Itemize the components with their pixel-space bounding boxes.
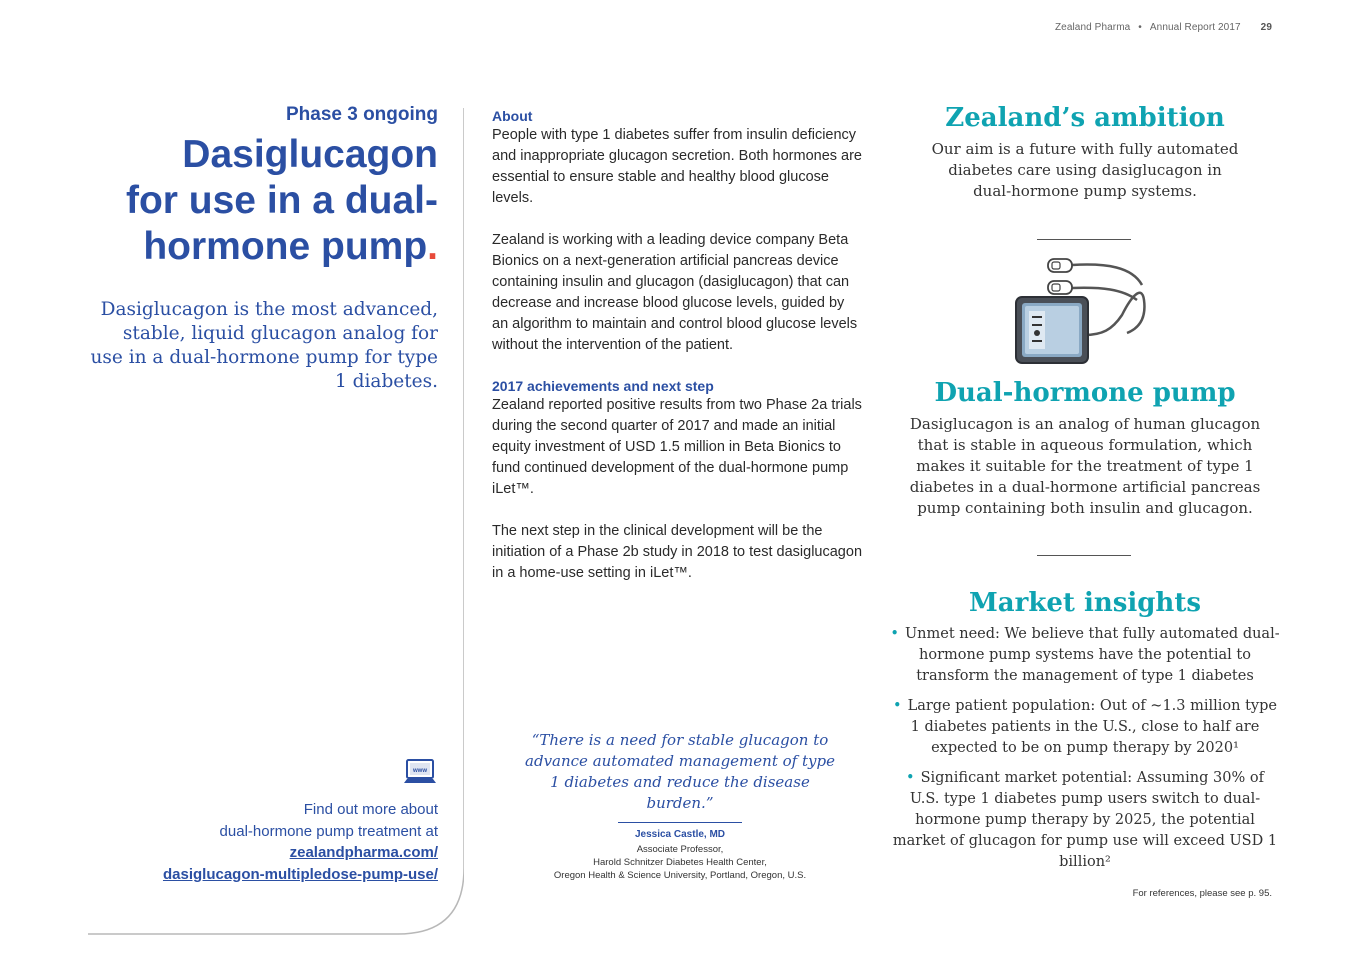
header-report: Annual Report 2017 [1149, 22, 1241, 33]
quote-author: Jessica Castle, MD [634, 829, 726, 840]
page-header [1055, 22, 1272, 33]
quote-text: “There is a need for stable glucagon to advance automated management of type 1 diabetes and reduce the disease burden.” [525, 731, 835, 812]
quote-author-role [520, 843, 840, 882]
achievements-paragraph-2: The next step in the clinical development will be the initiation of a Phase 2b study in 2018 to test dasiglucagon in a home-use setting in iLet™. [492, 523, 863, 581]
middle-column [492, 107, 864, 605]
left-column [88, 104, 438, 394]
find-out-line-2: dual-hormone pump treatment at [219, 822, 438, 840]
dual-hormone-section [890, 378, 1280, 519]
quote-divider [618, 822, 742, 823]
find-out-line-1: Find out more about [303, 801, 438, 818]
bullet-icon: • [890, 626, 899, 642]
phase-label: Phase 3 ongoing [285, 104, 438, 125]
title-line-1: Dasiglucagon [182, 133, 438, 176]
find-out-more [100, 799, 438, 885]
ambition-heading: Zealand’s ambition [945, 103, 1225, 133]
market-insights-heading: Market insights [969, 588, 1201, 618]
references-note: For references, please see p. 95. [1132, 888, 1272, 899]
header-company: Zealand Pharma [1054, 22, 1131, 33]
www-label: www [412, 768, 428, 774]
achievements-paragraph-1: Zealand reported positive results from two Phase 2a trials during the second quarter of 2017 and made an initial equity investment of USD 1.5 million in Beta Bionics to fund continued development of the dual-hormone pump iLet™. [492, 397, 862, 497]
market-insights-list [890, 624, 1280, 873]
about-paragraph-2: Zealand is working with a leading device company Beta Bionics on a next-generation artificial pancreas device containing insulin and glucagon (dasiglucagon) that can decrease and increase blood glucose levels, guided by an algorithm to maintain and control blood glucose levels without the intervention of the patient. [492, 232, 858, 353]
title-dot: . [427, 225, 438, 268]
website-link-line-1[interactable]: zealandpharma.com/ [289, 844, 438, 861]
role-line-2: Harold Schnitzer Diabetes Health Center, [593, 857, 767, 868]
role-line-3: Oregon Health & Science University, Portland, Oregon, U.S. [553, 870, 807, 881]
pull-quote [520, 730, 840, 882]
market-insights-section [890, 588, 1280, 882]
header-separator: • [1138, 22, 1142, 33]
bullet-icon: • [893, 698, 902, 714]
about-paragraph-1: People with type 1 diabetes suffer from insulin deficiency and inappropriate glucagon secretion. Both hormones are essential to ensure stable and healthy blood glucose levels. [492, 127, 862, 206]
bullet-icon: • [906, 770, 915, 786]
dual-hormone-heading: Dual-hormone pump [934, 378, 1236, 408]
list-item [890, 624, 1280, 687]
ambition-text: Our aim is a future with fully automated diabetes care using dasiglucagon in dual-hormone pump systems. [931, 140, 1239, 200]
section-separator-2 [1037, 555, 1131, 556]
title-line-3: hormone pump [143, 225, 428, 268]
list-item [890, 696, 1280, 759]
page-number: 29 [1260, 22, 1272, 33]
dual-hormone-text: Dasiglucagon is an analog of human glucagon that is stable in aqueous formulation, which makes it suitable for the treatment of type 1 diabetes in a dual-hormone artificial pancreas pump containing both insulin and glucagon. [909, 415, 1261, 517]
section-separator-1 [1037, 239, 1131, 240]
intro-text: Dasiglucagon is the most advanced, stable, liquid glucagon analog for use in a dual-hormone pump for type 1 diabetes. [90, 299, 438, 392]
insulin-pump-icon [1012, 255, 1158, 367]
list-item-text: Significant market potential: Assuming 30% of U.S. type 1 diabetes pump users switch to dual-hormone pump therapy by 2025, the potential market of glucagon for pump use will exceed USD 1 billion² [892, 770, 1278, 870]
list-item-text: Large patient population: Out of ~1.3 million type 1 diabetes patients in the U.S., close to half are expected to be on pump therapy by 2020¹ [907, 698, 1277, 756]
page-title [88, 132, 438, 270]
role-line-1: Associate Professor, [636, 844, 724, 855]
achievements-heading: 2017 achievements and next step [492, 378, 714, 394]
website-link-line-2[interactable]: dasiglucagon-multipledose-pump-use/ [162, 865, 438, 883]
ambition-section [890, 103, 1280, 202]
list-item-text: Unmet need: We believe that fully automated dual-hormone pump systems have the potential to transform the management of type 1 diabetes [904, 626, 1280, 684]
list-item [890, 768, 1280, 873]
www-computer-icon [403, 758, 437, 788]
about-heading: About [492, 108, 533, 124]
title-line-2: for use in a dual- [125, 179, 438, 222]
